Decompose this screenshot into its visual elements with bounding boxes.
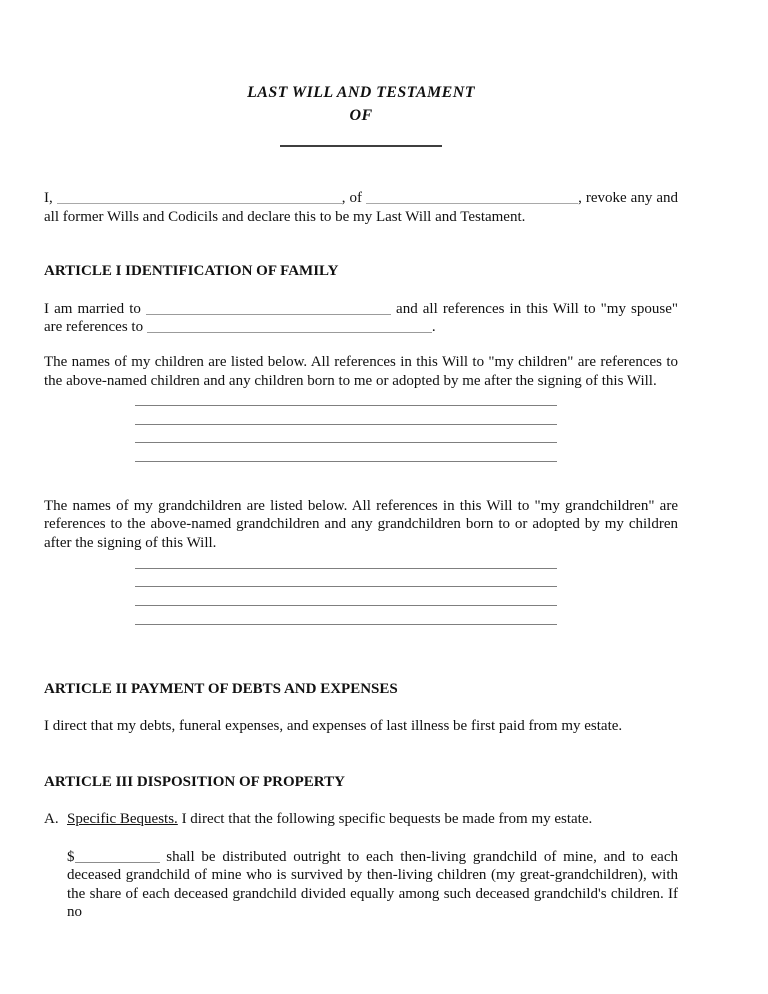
grandchild-name-line[interactable] — [135, 586, 557, 605]
specific-bequests-title: Specific Bequests. — [67, 810, 178, 827]
spouse-paragraph — [44, 300, 678, 337]
testator-name-blank[interactable] — [57, 191, 342, 204]
article-3-heading: ARTICLE III DISPOSITION OF PROPERTY — [44, 773, 345, 790]
children-intro-paragraph: The names of my children are listed below. All references in this Will to "my children" are references to the above-named children and any children born to me or adopted by me after the signing of this Will. — [44, 353, 678, 389]
spouse-post: . — [431, 319, 436, 336]
grandchildren-name-lines — [44, 568, 678, 642]
document-title-line2: OF — [349, 107, 373, 124]
spouse-name-blank[interactable] — [146, 302, 391, 315]
document-title-line1: LAST WILL AND TESTAMENT — [247, 84, 475, 101]
child-name-line[interactable] — [135, 405, 557, 424]
debts-paragraph: I direct that my debts, funeral expenses, and expenses of last illness be first paid from my estate. — [44, 717, 623, 734]
child-name-line[interactable] — [135, 461, 557, 480]
opening-paragraph — [44, 189, 678, 226]
child-name-line[interactable] — [135, 424, 557, 443]
grandchild-name-line[interactable] — [135, 568, 557, 587]
amount-blank[interactable] — [75, 850, 160, 863]
children-name-lines — [44, 405, 678, 479]
spouse-mid: and all references in this Will to "my spouse" are references to — [44, 300, 678, 336]
spouse-pre: I am married to — [44, 300, 146, 317]
bequest-body: shall be distributed outright to each then-living grandchild of mine, and to each deceased grandchild of mine who is survived by then-living children (my great-grandchildren), with the share of each deceased grandchild divided equally among such deceased grandchild's children. If no — [67, 848, 678, 921]
currency-symbol: $ — [67, 848, 75, 865]
opening-mid: , of — [341, 190, 367, 206]
bequest-paragraph — [67, 848, 678, 922]
opening-pre: I, — [44, 190, 57, 206]
child-name-line[interactable] — [135, 442, 557, 461]
article-2-heading: ARTICLE II PAYMENT OF DEBTS AND EXPENSES — [44, 680, 398, 697]
document-title — [44, 81, 678, 127]
title-name-blank[interactable] — [280, 145, 442, 147]
grandchild-name-line[interactable] — [135, 624, 557, 643]
grandchildren-intro-paragraph: The names of my grandchildren are listed below. All references in this Will to "my grandchildren" are references to the above-named grandchildren and any grandchildren born to or adopted by my children after the signing of this Will. — [44, 497, 678, 551]
grandchild-name-line[interactable] — [135, 605, 557, 624]
item-a-label: A. — [44, 810, 59, 827]
specific-bequests-rest: I direct that the following specific bequests be made from my estate. — [177, 810, 593, 827]
article-1-heading: ARTICLE I IDENTIFICATION OF FAMILY — [44, 263, 339, 280]
opening-post: , revoke any and all former Wills and Codicils and declare this to be my Last Will and Testament. — [44, 190, 678, 225]
spouse-reference-blank[interactable] — [147, 320, 432, 333]
specific-bequests-lead — [44, 810, 678, 829]
testator-residence-blank[interactable] — [366, 191, 578, 204]
